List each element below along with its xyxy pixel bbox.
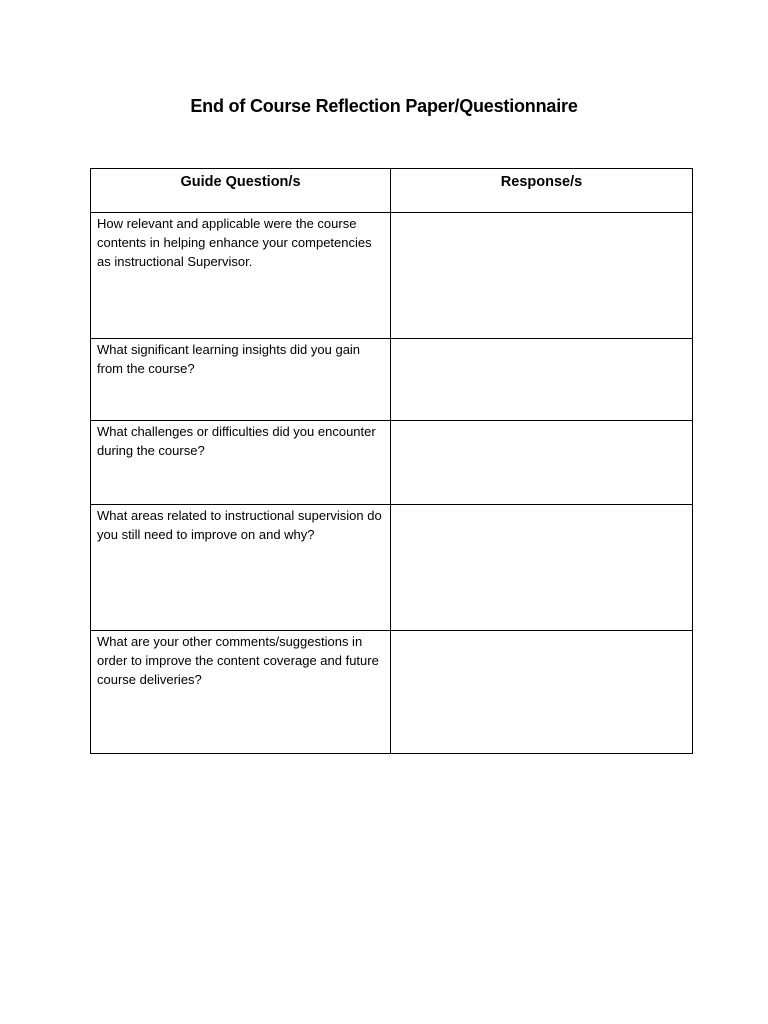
- question-cell: What areas related to instructional supervision do you still need to improve on and why?: [91, 505, 391, 631]
- question-cell: What significant learning insights did you gain from the course?: [91, 339, 391, 421]
- response-cell[interactable]: [391, 631, 693, 754]
- header-guide-questions: Guide Question/s: [91, 169, 391, 213]
- table-row: [91, 631, 693, 754]
- questionnaire-table: [90, 168, 693, 754]
- response-cell[interactable]: [391, 339, 693, 421]
- response-cell[interactable]: [391, 213, 693, 339]
- document-title: End of Course Reflection Paper/Questionnaire: [190, 96, 578, 116]
- question-cell: What challenges or difficulties did you encounter during the course?: [91, 421, 391, 505]
- table-row: [91, 213, 693, 339]
- response-cell[interactable]: [391, 505, 693, 631]
- header-responses: Response/s: [391, 169, 693, 213]
- question-cell: What are your other comments/suggestions in order to improve the content coverage and future course deliveries?: [91, 631, 391, 754]
- table-row: [91, 421, 693, 505]
- table-row: [91, 505, 693, 631]
- question-cell: How relevant and applicable were the course contents in helping enhance your competencies as instructional Supervisor.: [91, 213, 391, 339]
- table-row: [91, 339, 693, 421]
- response-cell[interactable]: [391, 421, 693, 505]
- table-header-row: [91, 169, 693, 213]
